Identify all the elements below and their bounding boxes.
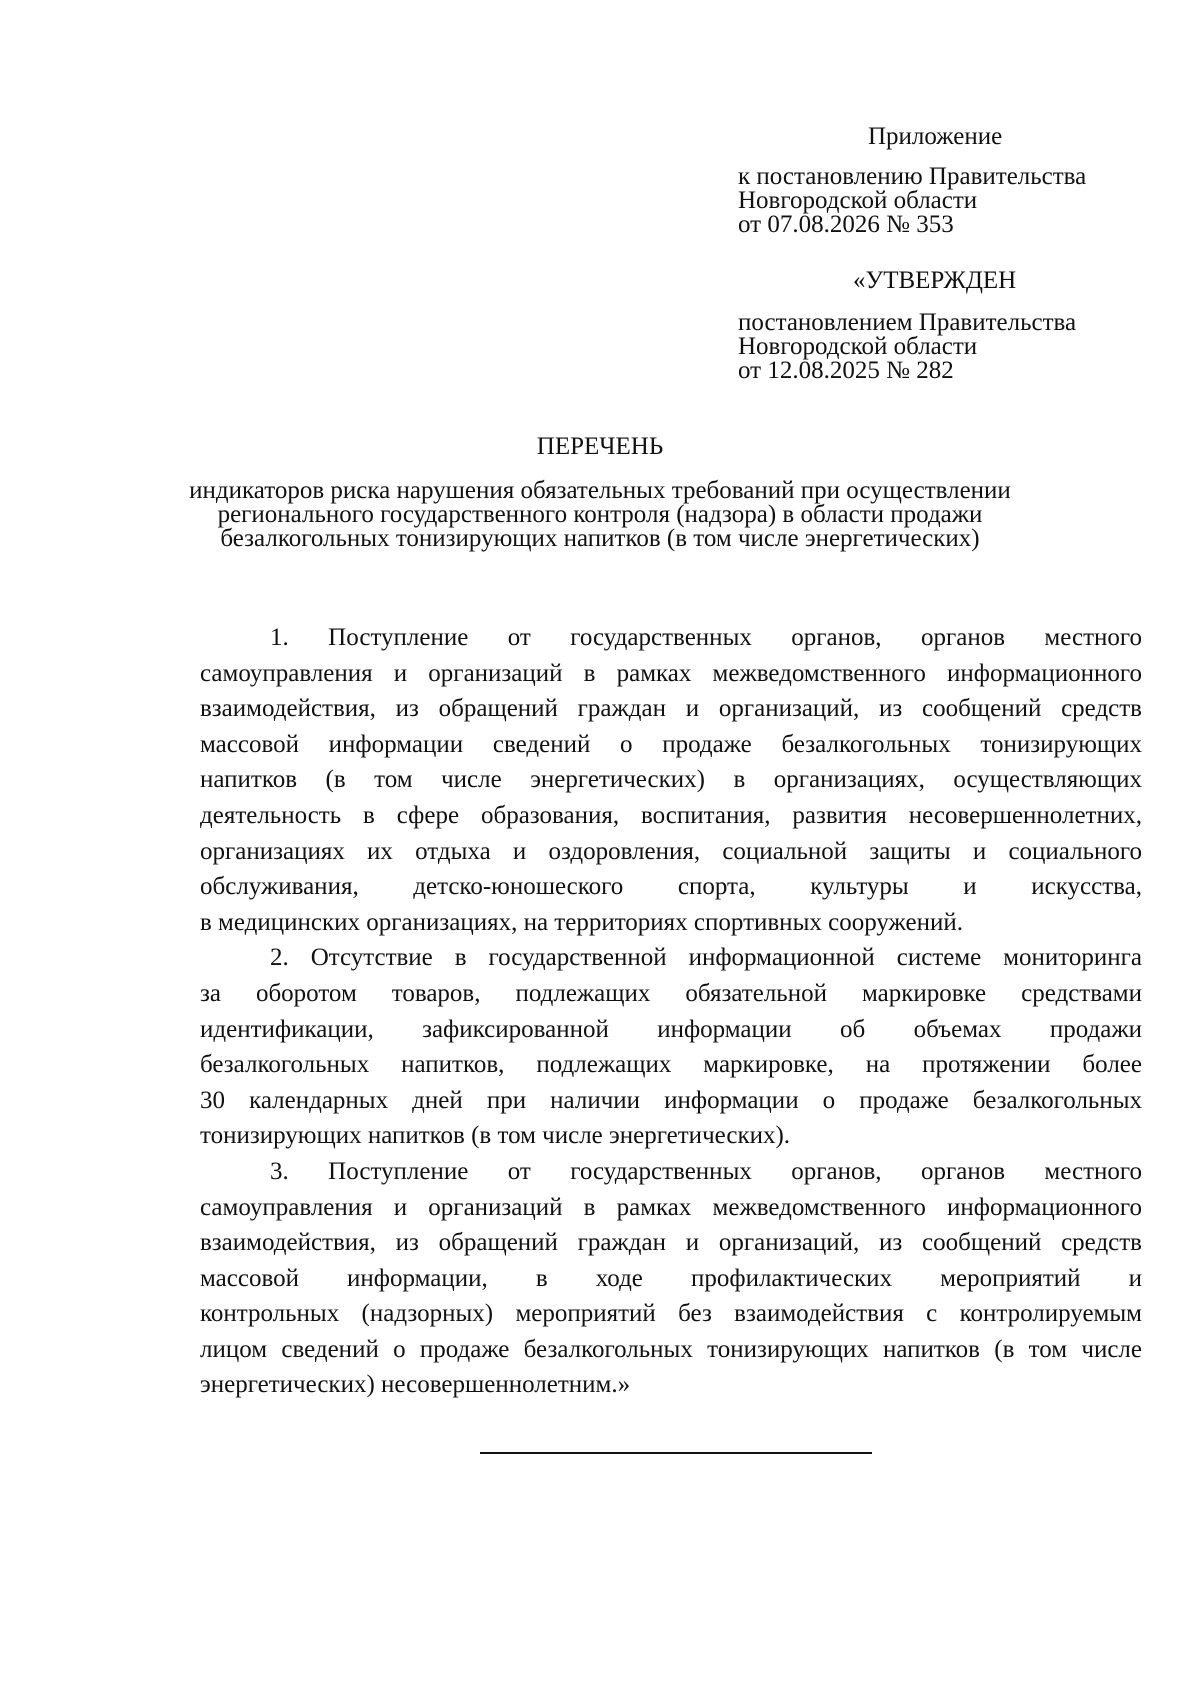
paragraph-line: энергетических) несовершеннолетним.» — [200, 1371, 631, 1399]
appendix-line: к постановлению Правительства — [738, 163, 1087, 190]
appendix-line: от 07.08.2026 № 353 — [738, 211, 954, 238]
document-body — [200, 620, 1142, 1403]
document-subtitle-line: индикаторов риска нарушения обязательных требований при осуществлении — [189, 477, 1011, 504]
paragraph-line: самоуправления и организаций в рамках межведомственного информационного — [200, 1193, 1142, 1221]
paragraph-line: в медицинских организациях, на территориях спортивных сооружений. — [200, 908, 963, 936]
paragraph-line: напитков (в том числе энергетических) в организациях, осуществляющих — [200, 766, 1142, 794]
paragraph-line: идентификации, зафиксированной информации об объемах продажи — [200, 1015, 1142, 1043]
paragraph-line: контрольных (надзорных) мероприятий без взаимодействия с контролируемым — [200, 1300, 1142, 1328]
paragraph-line: массовой информации сведений о продаже безалкогольных тонизирующих — [200, 730, 1142, 758]
document-title: ПЕРЕЧЕНЬ — [536, 433, 664, 460]
appendix-line: Новгородской области — [738, 187, 978, 214]
paragraph-line: деятельность в сфере образования, воспитания, развития несовершеннолетних, — [200, 801, 1142, 829]
paragraph-line: 30 календарных дней при наличии информации о продаже безалкогольных — [200, 1086, 1142, 1114]
approved-line: от 12.08.2025 № 282 — [738, 357, 954, 384]
paragraph-1 — [200, 620, 1142, 940]
paragraph-line: 3. Поступление от государственных органов, органов местного — [270, 1157, 1142, 1185]
paragraph-line: обслуживания, детско-юношеского спорта, культуры и искусства, — [200, 873, 1142, 901]
document-heading — [100, 432, 1100, 551]
appendix-title: Приложение — [868, 123, 1003, 150]
document-subtitle-line: безалкогольных тонизирующих напитков (в том числе энергетических) — [220, 525, 980, 552]
approved-title: «УТВЕРЖДЕН — [853, 267, 1017, 294]
approved-line: Новгородской области — [738, 333, 978, 360]
paragraph-2 — [200, 940, 1142, 1154]
appendix-block — [738, 122, 1158, 237]
document-subtitle-line: регионального государственного контроля (надзора) в области продажи — [217, 501, 983, 528]
paragraph-3 — [200, 1154, 1142, 1403]
paragraph-line: массовой информации, в ходе профилактических мероприятий и — [200, 1264, 1142, 1292]
paragraph-line: тонизирующих напитков (в том числе энергетических). — [200, 1122, 791, 1150]
paragraph-line: организациях их отдыха и оздоровления, социальной защиты и социального — [200, 837, 1142, 865]
closing-divider — [480, 1452, 872, 1454]
paragraph-line: взаимодействия, из обращений граждан и организаций, из сообщений средств — [200, 695, 1142, 723]
paragraph-line: безалкогольных напитков, подлежащих маркировке, на протяжении более — [200, 1051, 1142, 1079]
paragraph-line: 2. Отсутствие в государственной информационной системе мониторинга — [270, 944, 1142, 972]
paragraph-line: лицом сведений о продаже безалкогольных тонизирующих напитков (в том числе — [200, 1335, 1142, 1363]
paragraph-line: за оборотом товаров, подлежащих обязательной маркировке средствами — [200, 979, 1142, 1007]
paragraph-line: взаимодействия, из обращений граждан и организаций, из сообщений средств — [200, 1229, 1142, 1257]
paragraph-line: 1. Поступление от государственных органов, органов местного — [270, 624, 1142, 651]
approved-block — [738, 266, 1158, 383]
paragraph-line: самоуправления и организаций в рамках межведомственного информационного — [200, 659, 1142, 687]
approved-line: постановлением Правительства — [738, 309, 1077, 336]
